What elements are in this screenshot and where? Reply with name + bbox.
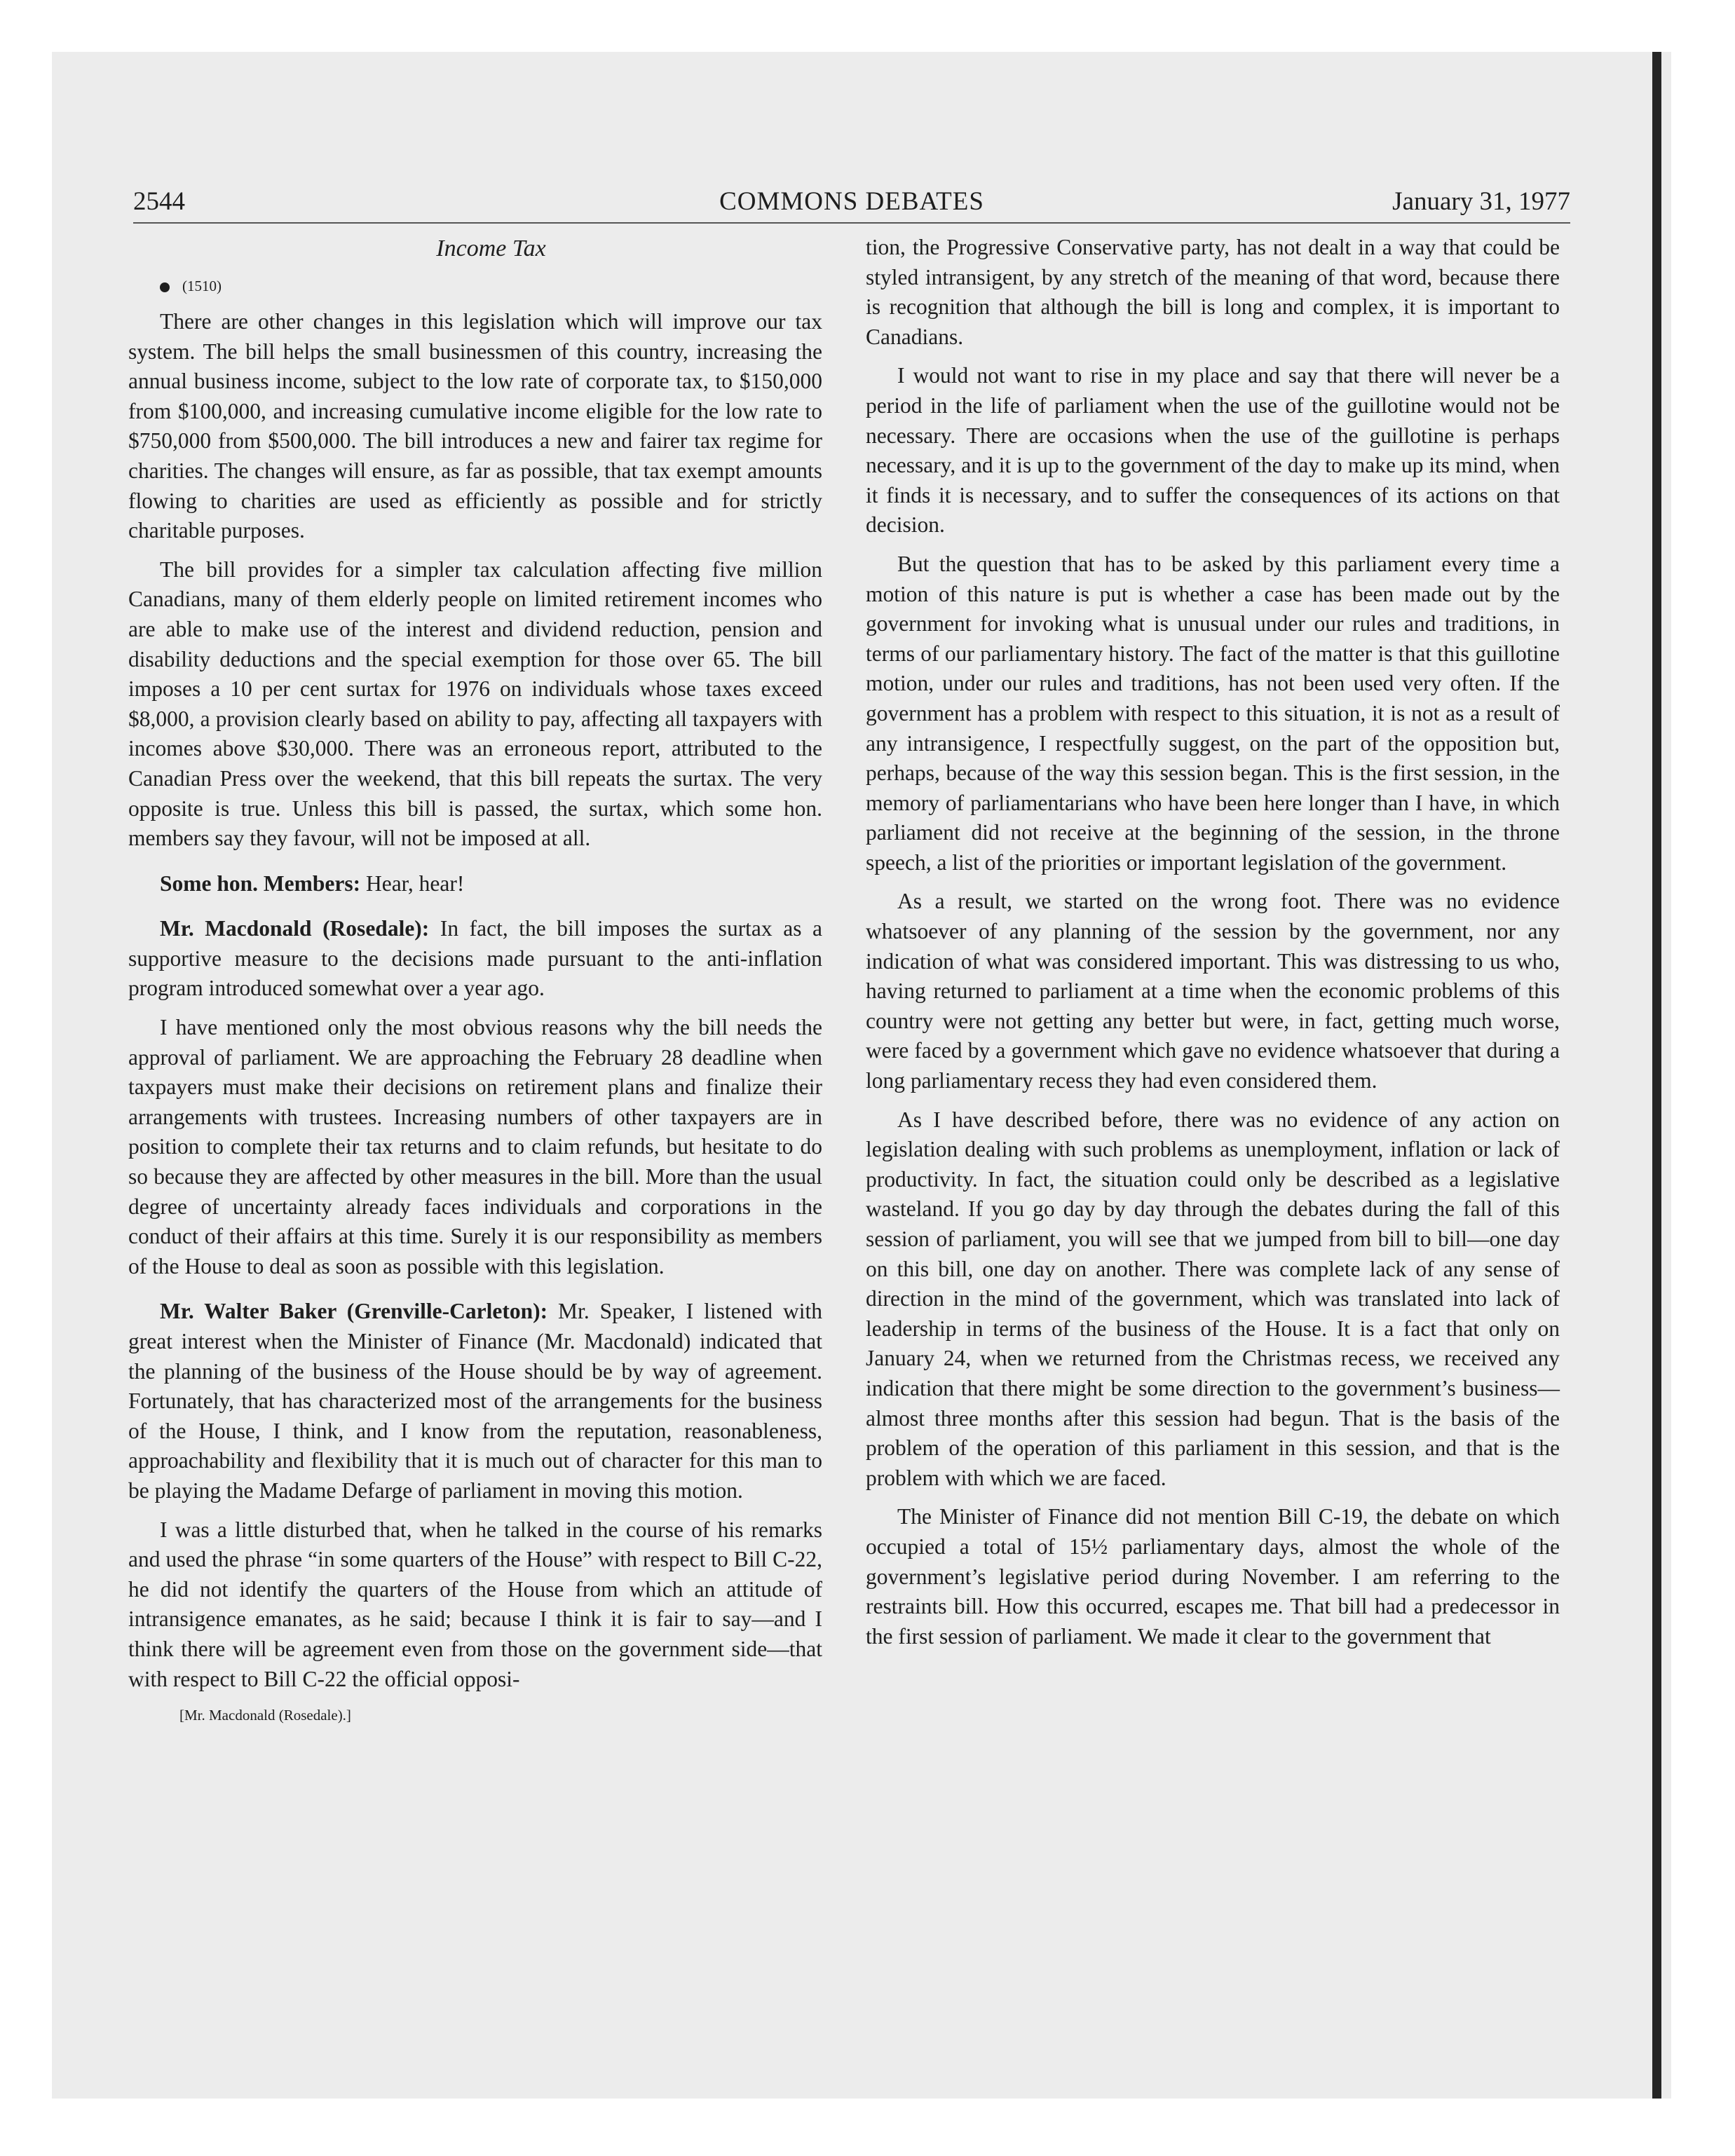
page-number: 2544 (133, 187, 185, 216)
paragraph: As a result, we started on the wrong foot. There was no evidence whatsoever of any planning of the session by the government, nor any indication of what was considered important. This was distressing to us who, having returned to parliament at a time when the economic problems of this country were not getting any better but were, in fact, getting much worse, were faced by a government which gave no evidence whatsoever that during a long parliamentary recess they had even considered them. (866, 889, 1560, 1093)
paragraph: The Minister of Finance did not mention Bill C-19, the debate on which occupied a total of 15½ parliamentary days, almost the whole of the government’s legislative period during November. I am referring to the restraints bill. How this occurred, escapes me. That bill had a predecessor in the first session of parliament. We made it clear to the government that (866, 1504, 1560, 1649)
section-heading: Income Tax (436, 236, 546, 261)
bullet-icon (160, 282, 170, 292)
paragraph: As I have described before, there was no evidence of any action on legislation dealing with such problems as unemployment, inflation or lack of productivity. In fact, the situation could only be described as a legislative wasteland. If you go day by day through the debates during the fall of this session of parliament, you will see that we jumped from bill to bill—one day on this bill, one day on another. There was complete lack of any sense of direction in the mind of the government, which was translated into lack of leadership in terms of the business of the House. It is a fact that only on January 24, when we returned from the Christmas recess, we received any indication that there might be some direction to the government’s business—almost three months after this session had begun. That is the basis of the problem of the operation of this parliament in this session, and that is the problem with which we are faced. (866, 1107, 1560, 1490)
header-rule (133, 222, 1570, 224)
paragraph: I was a little disturbed that, when he talked in the course of his remarks and used the phrase “in some quarters of the House” with respect to Bill C-22, he did not identify the quarters of the House from which an attitude of intransigence emanates, as he said; because I think it is fair to say—and I think there will be agreement even from those on the government side—that with respect to Bill C-22 the official opposi- (128, 1517, 822, 1691)
left-column (128, 233, 822, 1736)
speaker-paragraph: Some hon. Members: Hear, hear! (160, 871, 465, 896)
paragraph: I would not want to rise in my place and say that there will never be a period in the life of parliament when the use of the guillotine would not be necessary. There are occasions when the use of the guillotine is perhaps necessary, and it is up to the government of the day to make up its mind, when it finds it is necessary, and to suffer the consequences of its actions on that decision. (866, 363, 1560, 538)
paragraph: There are other changes in this legislation which will improve our tax system. The bill helps the small businessmen of this country, increasing the annual business income, subject to the low rate of corporate tax, to $150,000 from $100,000, and increasing cumulative income eligible for the low rate to $750,000 from $500,000. The bill introduces a new and fairer tax regime for charities. The changes will ensure, as far as possible, that tax exempt amounts flowing to charities are used as efficiently as possible and for strictly charitable purposes. (128, 309, 822, 543)
speaker-name: Some hon. Members: (160, 871, 361, 896)
scan-edge-shadow (1652, 52, 1661, 2099)
time-marker-label: (1510) (182, 278, 222, 294)
page-header (133, 181, 1570, 223)
time-marker (128, 274, 822, 298)
right-column (866, 233, 1560, 1660)
speaker-name: Mr. Walter Baker (Grenville-Carleton): (160, 1299, 548, 1324)
speaker-name: Mr. Macdonald (Rosedale): (160, 916, 430, 941)
publication-date: January 31, 1977 (1392, 187, 1570, 216)
publication-title: COMMONS DEBATES (719, 187, 984, 216)
speaker-paragraph: Mr. Macdonald (Rosedale): In fact, the bill imposes the surtax as a supportive measure to the decisions made pursuant to the anti-inflation program introduced somewhat over a year ago. (128, 916, 822, 1001)
paragraph: I have mentioned only the most obvious reasons why the bill needs the approval of parliament. We are approaching the February 28 deadline when taxpayers must make their decisions on retirement plans and finalize their arrangements with trustees. Increasing numbers of other taxpayers are in position to complete their tax returns and to claim refunds, but hesitate to do so because they are affected by other measures in the bill. More than the usual degree of uncertainty already faces individuals and corporations in the conduct of their affairs at this time. Surely it is our responsibility as members of the House to deal as soon as possible with this legislation. (128, 1015, 822, 1278)
paragraph: The bill provides for a simpler tax calculation affecting five million Canadians, many of them elderly people on limited retirement incomes who are able to make use of the interest and dividend reduction, pension and disability deductions and the special exemption for those over 65. The bill imposes a 10 per cent surtax for 1976 on individuals whose taxes exceed $8,000, a provision clearly based on ability to pay, affecting all taxpayers with incomes above $30,000. There was an erroneous report, attributed to the Canadian Press over the weekend, that this bill repeats the surtax. The very opposite is true. Unless this bill is passed, the surtax, which some hon. members say they favour, will not be imposed at all. (128, 557, 822, 851)
paragraph: tion, the Progressive Conservative party, has not dealt in a way that could be styled intransigent, by any stretch of the meaning of that word, because there is recognition that although the bill is long and complex, it is important to Canadians. (866, 235, 1560, 349)
footer-note: [Mr. Macdonald (Rosedale).] (179, 1707, 351, 1724)
paragraph: But the question that has to be asked by this parliament every time a motion of this nature is put is whether a case has been made out by the government for invoking what is unusual under our rules and traditions, in terms of our parliamentary history. The fact of the matter is that this guillotine motion, under our rules and traditions, has not been used very often. If the government has a problem with respect to this situation, it is not as a result of any intransigence, I respectfully suggest, on the part of the opposition but, perhaps, because of the way this session began. This is the first session, in the memory of parliamentarians who have been here longer than I have, in which parliament did not receive at the beginning of the session, in the throne speech, a list of the priorities or important legislation of the government. (866, 551, 1560, 875)
speaker-paragraph: Mr. Walter Baker (Grenville-Carleton): Mr. Speaker, I listened with great interest when the Minister of Finance (Mr. Macdonald) indicated that the planning of the business of the House should be by way of agreement. Fortunately, that has characterized most of the arrangements for the business of the House, I think, and I know from the reputation, reasonableness, approachability and flexibility that it is much out of character for this man to be playing the Madame Defarge of parliament in moving this motion. (128, 1299, 822, 1503)
